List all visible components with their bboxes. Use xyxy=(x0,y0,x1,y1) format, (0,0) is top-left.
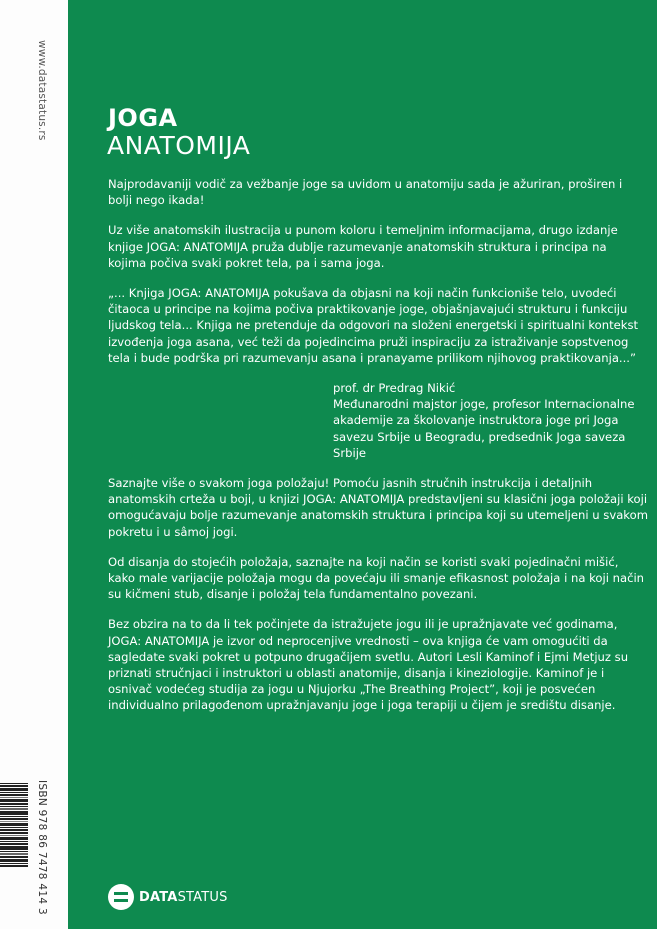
book-spine-strip xyxy=(0,0,68,929)
publisher-logo xyxy=(108,884,228,910)
blurb-content xyxy=(108,176,648,728)
blurb-paragraph: Uz više anatomskih ilustracija u punom koloru i temeljnim informacijama, drugo izdanje knjige JOGA: ANATOMIJA pruža dublje razumevanje anatomskih struktura i principa na kojima počiva svaki pokret tela, pa i sama joga. xyxy=(108,223,618,270)
book-title-line1: JOGA xyxy=(108,104,178,132)
blurb-paragraph: Saznajte više o svakom joga položaju! Pomoću jasnih stručnih instrukcija i detaljnih anatomskih crteža u boji, u knjizi JOGA: ANATOMIJA predstavljeni su klasični joga položaji koji omogućavaju bolje razumevanje anatomskih struktura i principa koji su utemeljeni u svakom pokretu i u sâmoj jogi. xyxy=(108,476,648,539)
quote-paragraph: „... Knjiga JOGA: ANATOMIJA pokušava da objasni na koji način funkcioniše telo, uvodeći čitaoca u principe na kojima počiva praktikovanje joge, objašnjavajući strukturu i funkciju ljudskog tela... Knjiga ne pretenduje da odgovori na složeni energetski i spiritualni kontekst izvođenja joga asana, već teži da pojedincima pruži inspiraciju za istraživanje sopstvenog tela i bude podrška pri razumevanju asana i pranayame prilikom njihovog praktikovanja...” xyxy=(108,286,639,365)
datastatus-logo-icon xyxy=(108,884,134,910)
publisher-website: www.datastatus.rs xyxy=(36,40,48,141)
blurb-paragraph: Bez obzira na to da li tek počinjete da istražujete jogu ili je upražnjavate već godinama, JOGA: ANATOMIJA je izvor od neprocenjive vrednosti – ova knjiga će vam omogućiti da sagledate svaki pokret u potpuno drugačijem svetlu. Autori Lesli Kaminof i Ejmi Metjuz su priznati stručnjaci i instruktori u oblasti anatomije, disanja i kineziologije. Kaminof je i osnivač vodećeg studija za jogu u Njujorku „The Breathing Project”, koji je posvećen individualno prilagođenom upražnjavanju joge i joga terapiji u čijem je središtu disanje. xyxy=(108,617,629,713)
blurb-paragraph: Najprodavaniji vodič za vežbanje joge sa uvidom u anatomiju sada je ažuriran, proširen i bolji nego ikada! xyxy=(108,177,623,208)
back-cover-panel xyxy=(68,0,657,929)
barcode xyxy=(0,783,28,901)
attribution-role: Međunarodni majstor joge, profesor Internacionalne akademije za školovanje instruktora joge pri Joga savezu Srbije u Beogradu, predsednik Joga saveza Srbije xyxy=(333,397,635,460)
book-title-line2: ANATOMIJA xyxy=(107,131,251,160)
attribution-name: prof. dr Predrag Nikić xyxy=(333,381,456,396)
quote-attribution xyxy=(333,380,648,461)
isbn-number: ISBN 978 86 7478 414 3 xyxy=(36,780,48,915)
publisher-name: DATASTATUS xyxy=(139,889,228,905)
blurb-paragraph: Od disanja do stojećih položaja, saznajte na koji način se koristi svaki pojedinačni mišić, kako male varijacije položaja mogu da povećaju ili smanje efikasnost položaja i na koji način su kičmeni stub, disanje i položaj tela fundamentalno povezani. xyxy=(108,554,645,602)
